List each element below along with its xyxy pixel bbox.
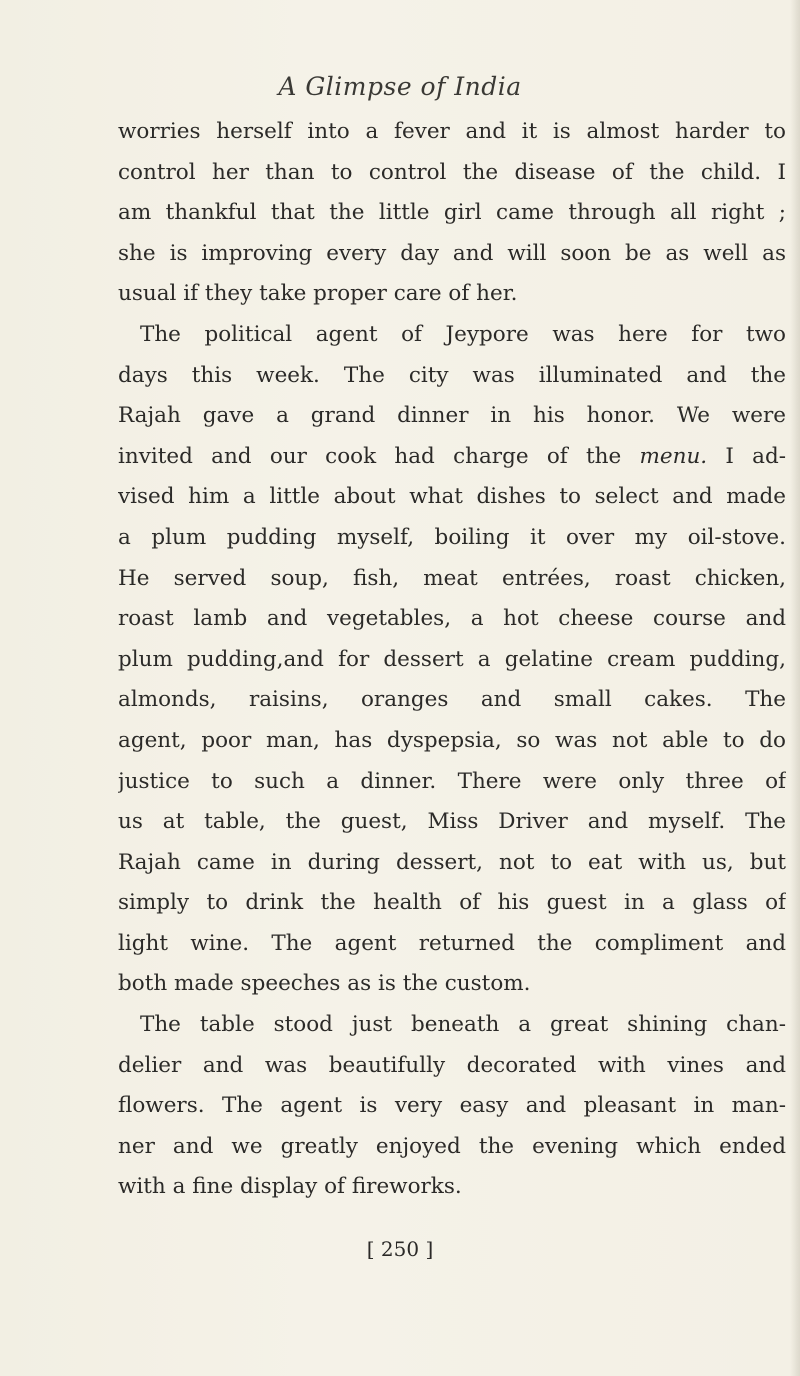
page-number: [ 250 ] xyxy=(366,1237,434,1261)
text-line: light wine. The agent returned the compliment and xyxy=(118,930,786,956)
text-line: agent, poor man, has dyspepsia, so was not able to do xyxy=(118,727,786,753)
text-line: simply to drink the health of his guest in a glass of xyxy=(118,890,786,916)
text-segment: invited and our cook had charge of the xyxy=(118,443,640,469)
text-line: worries herself into a fever and it is almost harder to xyxy=(118,119,786,144)
text-line: both made speeches as is the custom. xyxy=(118,971,531,997)
italic-word: menu. xyxy=(639,443,708,469)
text-segment: I ad- xyxy=(707,443,786,469)
text-line: with a fine display of fireworks. xyxy=(118,1174,462,1200)
text-line: Rajah gave a grand dinner in his honor. We were xyxy=(118,403,786,429)
text-line: us at table, the guest, Miss Driver and myself. The xyxy=(118,809,786,835)
text-line: she is improving every day and will soon be as well as xyxy=(118,240,786,266)
text-line: a plum pudding myself, boiling it over my oil-stove. xyxy=(118,524,786,550)
text-line: roast lamb and vegetables, a hot cheese course and xyxy=(118,606,786,632)
page-edge-shadow xyxy=(790,0,800,1376)
text-line: delier and was beautifully decorated with vines and xyxy=(118,1052,786,1078)
text-line: days this week. The city was illuminated and the xyxy=(118,362,786,388)
text-line: almonds, raisins, oranges and small cakes. The xyxy=(118,687,786,713)
running-head: A Glimpse of India xyxy=(278,72,522,101)
text-line xyxy=(118,437,786,478)
text-line: The table stood just beneath a great shining chan- xyxy=(140,1012,786,1038)
text-line: flowers. The agent is very easy and pleasant in man- xyxy=(118,1093,786,1119)
text-line: Rajah came in during dessert, not to eat with us, but xyxy=(118,849,786,875)
text-line: am thankful that the little girl came through all right ; xyxy=(118,200,786,226)
text-line: usual if they take proper care of her. xyxy=(118,281,518,307)
text-line: He served soup, fish, meat entrées, roast chicken, xyxy=(118,565,786,591)
text-line: justice to such a dinner. There were only three of xyxy=(118,768,786,794)
text-line: The political agent of Jeypore was here for two xyxy=(140,321,786,347)
body-text xyxy=(118,112,786,1208)
text-line: ner and we greatly enjoyed the evening which ended xyxy=(118,1133,786,1159)
text-line: control her than to control the disease of the child. I xyxy=(118,159,786,185)
text-line: vised him a little about what dishes to select and made xyxy=(118,484,786,510)
text-line: plum pudding,and for dessert a gelatine cream pudding, xyxy=(118,646,786,672)
